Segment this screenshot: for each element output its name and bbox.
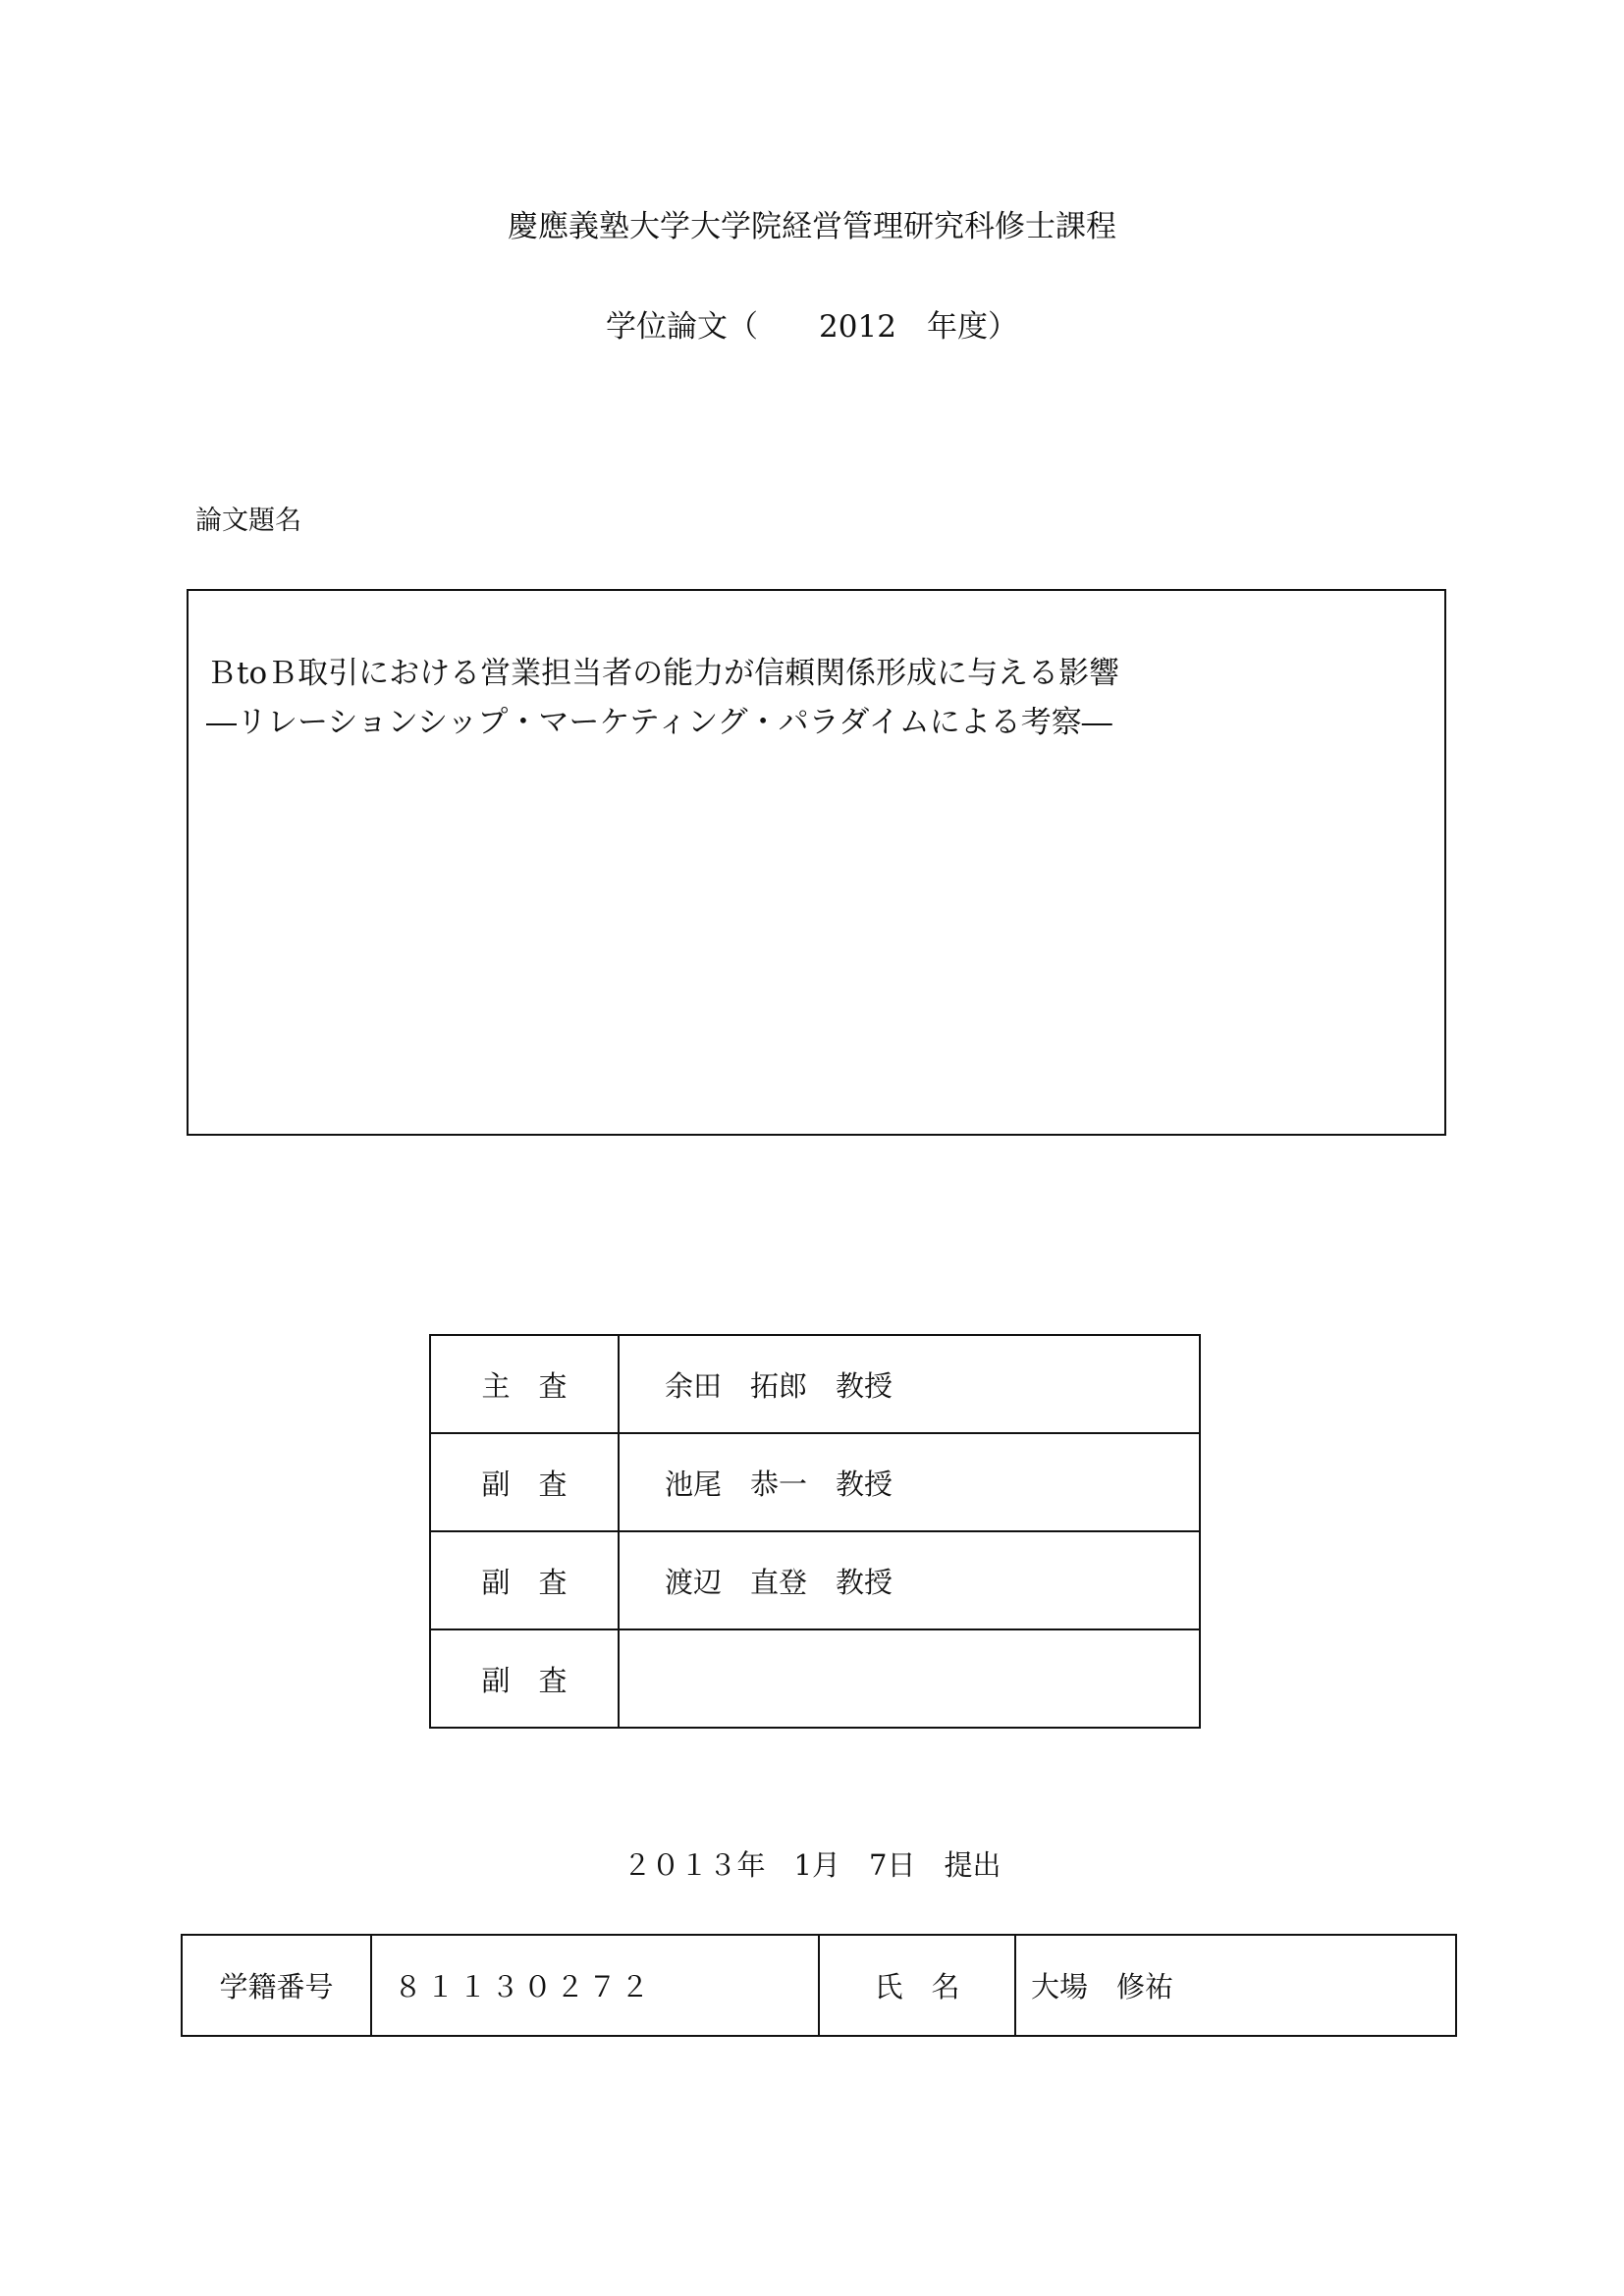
- degree-line: 学位論文（ 2012 年度）: [606, 309, 1018, 345]
- examiner-name: 渡辺 直登 教授: [619, 1531, 1200, 1629]
- submission-date: ２０１３年 1月 7日 提出: [623, 1848, 1001, 1882]
- university-line: 慶應義塾大学大学院経営管理研究科修士課程: [508, 209, 1116, 244]
- examiner-role: 副 査: [430, 1433, 619, 1531]
- thesis-title-line-2: ―リレーションシップ・マーケティング・パラダイムによる考察―: [206, 705, 1112, 740]
- table-row: [182, 1935, 1456, 2036]
- student-info-table: [181, 1934, 1457, 2037]
- student-name-value: 大場 修祐: [1015, 1935, 1456, 2036]
- student-id-value: ８１１３０２７２: [371, 1935, 819, 2036]
- examiner-name: [619, 1629, 1200, 1728]
- examiner-table: [429, 1334, 1201, 1729]
- examiner-name: 池尾 恭一 教授: [619, 1433, 1200, 1531]
- student-name-label: 氏 名: [819, 1935, 1015, 2036]
- table-row: [430, 1531, 1200, 1629]
- thesis-title-box: [187, 589, 1446, 1136]
- student-id-label: 学籍番号: [182, 1935, 371, 2036]
- thesis-title-line-1: ＢtoＢ取引における営業担当者の能力が信頼関係形成に与える影響: [206, 656, 1120, 691]
- table-row: [430, 1629, 1200, 1728]
- examiner-role: 副 査: [430, 1629, 619, 1728]
- table-row: [430, 1433, 1200, 1531]
- table-row: [430, 1335, 1200, 1433]
- examiner-role: 主 査: [430, 1335, 619, 1433]
- examiner-name: 余田 拓郎 教授: [619, 1335, 1200, 1433]
- thesis-title-label: 論文題名: [195, 506, 301, 536]
- examiner-role: 副 査: [430, 1531, 619, 1629]
